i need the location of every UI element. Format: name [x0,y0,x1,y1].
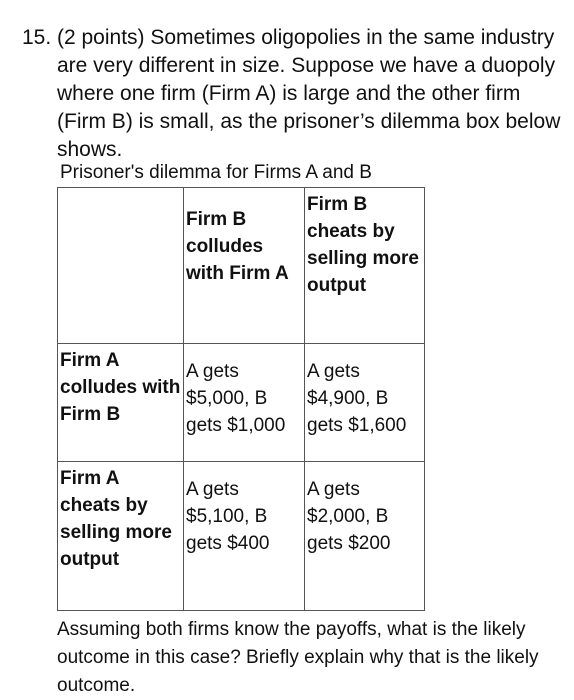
table-row [58,462,425,611]
question-text: (2 points) Sometimes oligopolies in the same industry are very different in size. Suppose we have a duopoly where one firm (Firm A) is large and the other firm (Firm B) is small, as the prisoner’s dilemma box below shows. [57,26,561,161]
payoff-cell: A gets $5,000, B gets $1,000 [184,344,305,462]
table-header-row [58,188,425,344]
question-prompt: Assuming both firms know the payoffs, what is the likely outcome in this case? Briefly explain why that is the likely outcome. [57,619,539,696]
table-caption: Prisoner's dilemma for Firms A and B [60,162,372,183]
col-header-b-colludes: Firm B colludes with Firm A [184,188,305,344]
corner-cell [58,188,184,344]
table-row [58,344,425,462]
payoff-cell: A gets $5,100, B gets $400 [184,462,305,611]
row-header-a-cheats: Firm A cheats by selling more output [58,462,184,611]
row-header-a-colludes: Firm A colludes with Firm B [58,344,184,462]
question-number: 15. [22,26,52,49]
col-header-b-cheats: Firm B cheats by selling more output [305,188,425,344]
payoff-cell: A gets $2,000, B gets $200 [305,462,425,611]
payoff-cell: A gets $4,900, B gets $1,600 [305,344,425,462]
payoff-matrix [57,187,425,611]
